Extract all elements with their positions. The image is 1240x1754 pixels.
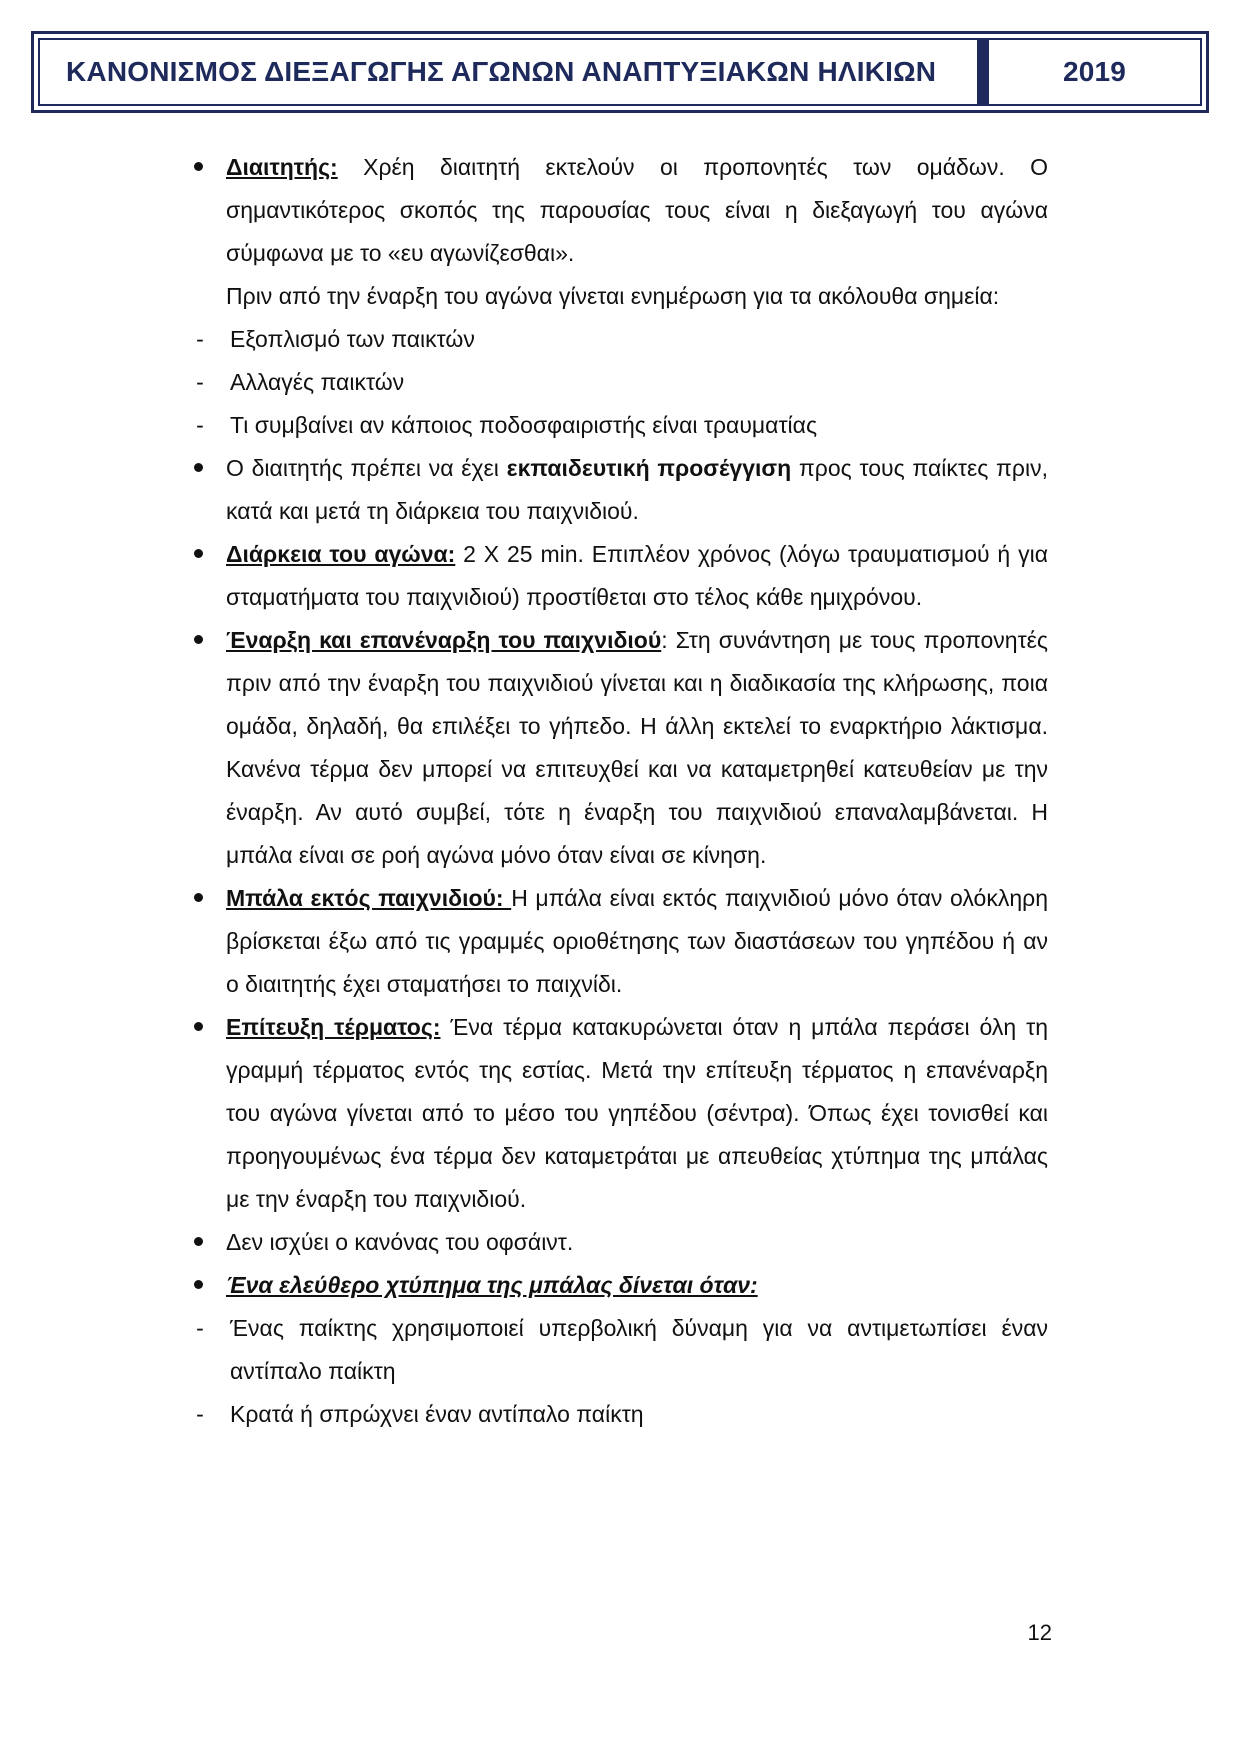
- duration-text: 2 Χ 25 min. Επιπλέον χρόνος (λόγω τραυματισμού ή για σταματήματα του παιχνιδιού) προστίθεται στο τέλος κάθε ημιχρόνου.: [226, 541, 1048, 610]
- free-kick-point-text: Ένας παίκτης χρησιμοποιεί υπερβολική δύναμη για να αντιμετωπίσει έναν αντίπαλο παίκτη: [230, 1315, 1048, 1384]
- list-item-free-kick: [188, 1264, 1048, 1307]
- bullet: [188, 146, 208, 189]
- bullet: [188, 1221, 208, 1264]
- list-item-goal: [188, 1006, 1048, 1221]
- referee-point: - Τι συμβαίνει αν κάποιος ποδοσφαιριστής είναι τραυματίας: [196, 412, 818, 438]
- kickoff-text: : Στη συνάντηση με τους προπονητές πριν από την έναρξη του παιχνιδιού γίνεται και η διαδικασία της κλήρωσης, ποια ομάδα, δηλαδή, θα επιλέξει το γήπεδο. Η άλλη εκτελεί το εναρκτήριο λάκτισμα. Κανένα τέρμα δεν μπορεί να επιτευχθεί και να καταμετρηθεί κατευθείαν με την έναρξη. Αν αυτό συμβεί, τότε η έναρξη του παιχνιδιού επαναλαμβάνεται. Η μπάλα είναι σε ροή αγώνα μόνο όταν είναι σε κίνηση.: [226, 627, 1048, 868]
- referee-point: - Εξοπλισμό των παικτών: [196, 326, 475, 352]
- kickoff-heading: Έναρξη και επανέναρξη του παιχνιδιού: [226, 627, 662, 653]
- bullet: [188, 1006, 208, 1049]
- free-kick-point: - Κρατά ή σπρώχνει έναν αντίπαλο παίκτη: [196, 1401, 644, 1427]
- list-item-kickoff: [188, 619, 1048, 877]
- approach-text-after: προς τους παίκτες πριν, κατά και μετά τη διάρκεια του παιχνιδιού.: [226, 455, 1048, 524]
- document-year: 2019: [1062, 56, 1127, 87]
- out-of-play-text: Η μπάλα είναι εκτός παιχνιδιού μόνο όταν ολόκληρη βρίσκεται έξω από τις γραμμές οριοθέτησης των διαστάσεων του γηπέδου ή αν ο διαιτητής έχει σταματήσει το παιχνίδι.: [226, 885, 1048, 997]
- referee-point: - Αλλαγές παικτών: [196, 369, 405, 395]
- header-title-box: [38, 38, 979, 106]
- bullet: [188, 619, 208, 662]
- page-content: [188, 146, 1048, 1436]
- approach-text-before: Ο διαιτητής πρέπει να έχει: [226, 455, 507, 481]
- list-item-offside: [188, 1221, 1048, 1264]
- referee-heading: Διαιτητής:: [226, 154, 338, 180]
- list-item-referee: [188, 146, 1048, 275]
- bullet: [188, 1264, 208, 1307]
- header-year-box: [987, 38, 1202, 106]
- free-kick-point-text: Κρατά ή σπρώχνει έναν αντίπαλο παίκτη: [230, 1401, 644, 1427]
- goal-heading: Επίτευξη τέρματος:: [226, 1014, 441, 1040]
- referee-point-text: Αλλαγές παικτών: [230, 369, 405, 395]
- header-divider: [979, 38, 987, 106]
- referee-intro: Πριν από την έναρξη του αγώνα γίνεται ενημέρωση για τα ακόλουθα σημεία:: [226, 283, 1000, 309]
- bullet: [188, 447, 208, 490]
- list-item-duration: [188, 533, 1048, 619]
- out-of-play-heading: Μπάλα εκτός παιχνιδιού:: [226, 885, 512, 911]
- page-number: 12: [1027, 1620, 1052, 1645]
- list-item-out-of-play: [188, 877, 1048, 1006]
- list-item-approach: [188, 447, 1048, 533]
- referee-text: Χρέη διαιτητή εκτελούν οι προπονητές των ομάδων. Ο σημαντικότερος σκοπός της παρουσίας τους είναι η διεξαγωγή του αγώνα σύμφωνα με το «ευ αγωνίζεσθαι».: [226, 154, 1048, 266]
- referee-point-text: Τι συμβαίνει αν κάποιος ποδοσφαιριστής είναι τραυματίας: [230, 412, 818, 438]
- document-title: ΚΑΝΟΝΙΣΜΟΣ ΔΙΕΞΑΓΩΓΗΣ ΑΓΩΝΩΝ ΑΝΑΠΤΥΞΙΑΚΩΝ ΗΛΙΚΙΩΝ: [66, 56, 937, 87]
- goal-text: Ένα τέρμα κατακυρώνεται όταν η μπάλα περάσει όλη τη γραμμή τέρματος εντός της εστίας. Μετά την επίτευξη τέρματος η επανέναρξη του αγώνα γίνεται από το μέσο του γηπέδου (σέντρα). Όπως έχει τονισθεί και προηγουμένως ένα τέρμα δεν καταμετράται με απευθείας χτύπημα της μπάλας με την έναρξη του παιχνιδιού.: [226, 1014, 1048, 1212]
- offside-text: Δεν ισχύει ο κανόνας του οφσάιντ.: [226, 1229, 574, 1255]
- bullet: [188, 533, 208, 576]
- referee-point-text: Εξοπλισμό των παικτών: [230, 326, 475, 352]
- duration-heading: Διάρκεια του αγώνα:: [226, 541, 456, 567]
- bullet: [188, 877, 208, 920]
- free-kick-heading: Ένα ελεύθερο χτύπημα της μπάλας δίνεται όταν:: [226, 1272, 758, 1298]
- approach-bold: εκπαιδευτική προσέγγιση: [506, 455, 792, 481]
- page-header: [31, 31, 1209, 113]
- free-kick-point: - Ένας παίκτης χρησιμοποιεί υπερβολική δύναμη για να αντιμετωπίσει έναν αντίπαλο παίκτη: [196, 1315, 1048, 1384]
